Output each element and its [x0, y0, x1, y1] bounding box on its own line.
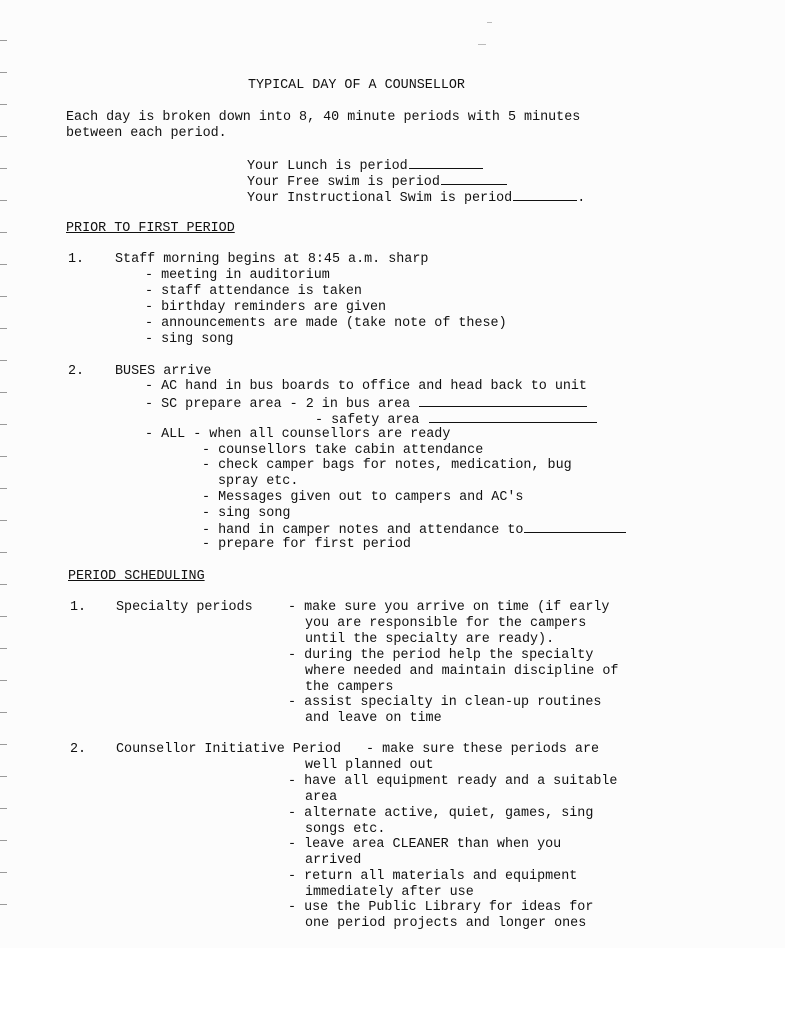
scheduling-item-1-line: - make sure you arrive on time (if early — [288, 600, 610, 615]
scheduling-item-2-line: well planned out — [305, 758, 434, 773]
hand-in-label: - hand in camper notes and attendance to — [202, 523, 524, 538]
scheduling-item-1-line: - during the period help the specialty — [288, 648, 594, 663]
scheduling-item-2-line: - use the Public Library for ideas for — [288, 900, 594, 915]
prior-item-2-sub: - check camper bags for notes, medication, bug — [202, 458, 572, 473]
free-swim-period-blank — [441, 173, 507, 185]
scheduling-item-2-line: - leave area CLEANER than when you — [288, 837, 562, 852]
prior-item-2-text: BUSES arrive — [115, 364, 212, 379]
scheduling-item-1-line: the campers — [305, 680, 394, 695]
instructional-swim-period-label: Your Instructional Swim is period — [247, 191, 513, 206]
prior-item-1-number: 1. — [68, 252, 85, 267]
instructional-swim-period-line — [247, 189, 585, 207]
intro-line-2: between each period. — [66, 126, 227, 141]
prior-item-2-all-line: - ALL - when all counsellors are ready — [145, 427, 451, 442]
blank-margin — [0, 948, 785, 1023]
intro-line-1: Each day is broken down into 8, 40 minute periods with 5 minutes — [66, 110, 581, 125]
scheduling-item-1-line: until the specialty are ready). — [305, 632, 555, 647]
scheduling-item-1-line: where needed and maintain discipline of — [305, 664, 619, 679]
scheduling-item-1-number: 1. — [70, 600, 87, 615]
instructional-swim-period-end: . — [577, 191, 586, 206]
scheduling-item-1-line: - assist specialty in clean-up routines — [288, 695, 602, 710]
prior-item-2-sub-cont: spray etc. — [218, 474, 299, 489]
scheduling-item-1-line: and leave on time — [305, 711, 442, 726]
prior-item-1-sub: - birthday reminders are given — [145, 300, 387, 315]
prior-item-1-text: Staff morning begins at 8:45 a.m. sharp — [115, 252, 429, 267]
prior-item-2-sub: - counsellors take cabin attendance — [202, 443, 484, 458]
scheduling-item-2-line: area — [305, 790, 338, 805]
scheduling-item-1-line: you are responsible for the campers — [305, 616, 587, 631]
prior-heading: PRIOR TO FIRST PERIOD — [66, 221, 235, 236]
prior-item-1-sub: - announcements are made (take note of these) — [145, 316, 507, 331]
prior-item-1-sub: - sing song — [145, 332, 234, 347]
instructional-swim-period-blank — [513, 189, 577, 201]
prior-item-1-sub: - staff attendance is taken — [145, 284, 362, 299]
scheduling-item-2-first: - make sure these periods are — [366, 742, 600, 757]
safety-area-blank — [429, 411, 597, 423]
lunch-period-label: Your Lunch is period — [247, 159, 408, 174]
scheduling-item-2-line: - have all equipment ready and a suitable — [288, 774, 618, 789]
hand-in-blank — [524, 521, 626, 533]
prior-item-1-sub: - meeting in auditorium — [145, 268, 330, 283]
sc-prepare-label: - SC prepare area - 2 in bus area — [145, 397, 411, 412]
free-swim-period-label: Your Free swim is period — [247, 175, 440, 190]
lunch-period-blank — [409, 157, 483, 169]
scheduling-heading: PERIOD SCHEDULING — [68, 569, 205, 584]
scheduling-item-2-line: - alternate active, quiet, games, sing — [288, 806, 594, 821]
scheduling-item-2-line: songs etc. — [305, 822, 386, 837]
safety-area-label: - safety area — [315, 413, 420, 428]
bus-area-blank — [419, 395, 587, 407]
scheduling-item-2-line: immediately after use — [305, 885, 474, 900]
prior-item-2-number: 2. — [68, 364, 85, 379]
scheduling-item-1-label: Specialty periods — [116, 600, 253, 615]
prior-item-2-sub: - Messages given out to campers and AC's — [202, 490, 524, 505]
scheduling-item-2-line: one period projects and longer ones — [305, 916, 587, 931]
scheduling-item-2-line: arrived — [305, 853, 362, 868]
scheduling-item-2-number: 2. — [70, 742, 87, 757]
prior-item-2-sub: - prepare for first period — [202, 537, 411, 552]
scheduling-item-2-line: - return all materials and equipment — [288, 869, 578, 884]
prior-item-2-ac-line: - AC hand in bus boards to office and head back to unit — [145, 379, 587, 394]
document-title: TYPICAL DAY OF A COUNSELLOR — [248, 78, 465, 93]
prior-item-2-sub: - sing song — [202, 506, 291, 521]
scheduling-item-2-label: Counsellor Initiative Period — [116, 742, 341, 757]
